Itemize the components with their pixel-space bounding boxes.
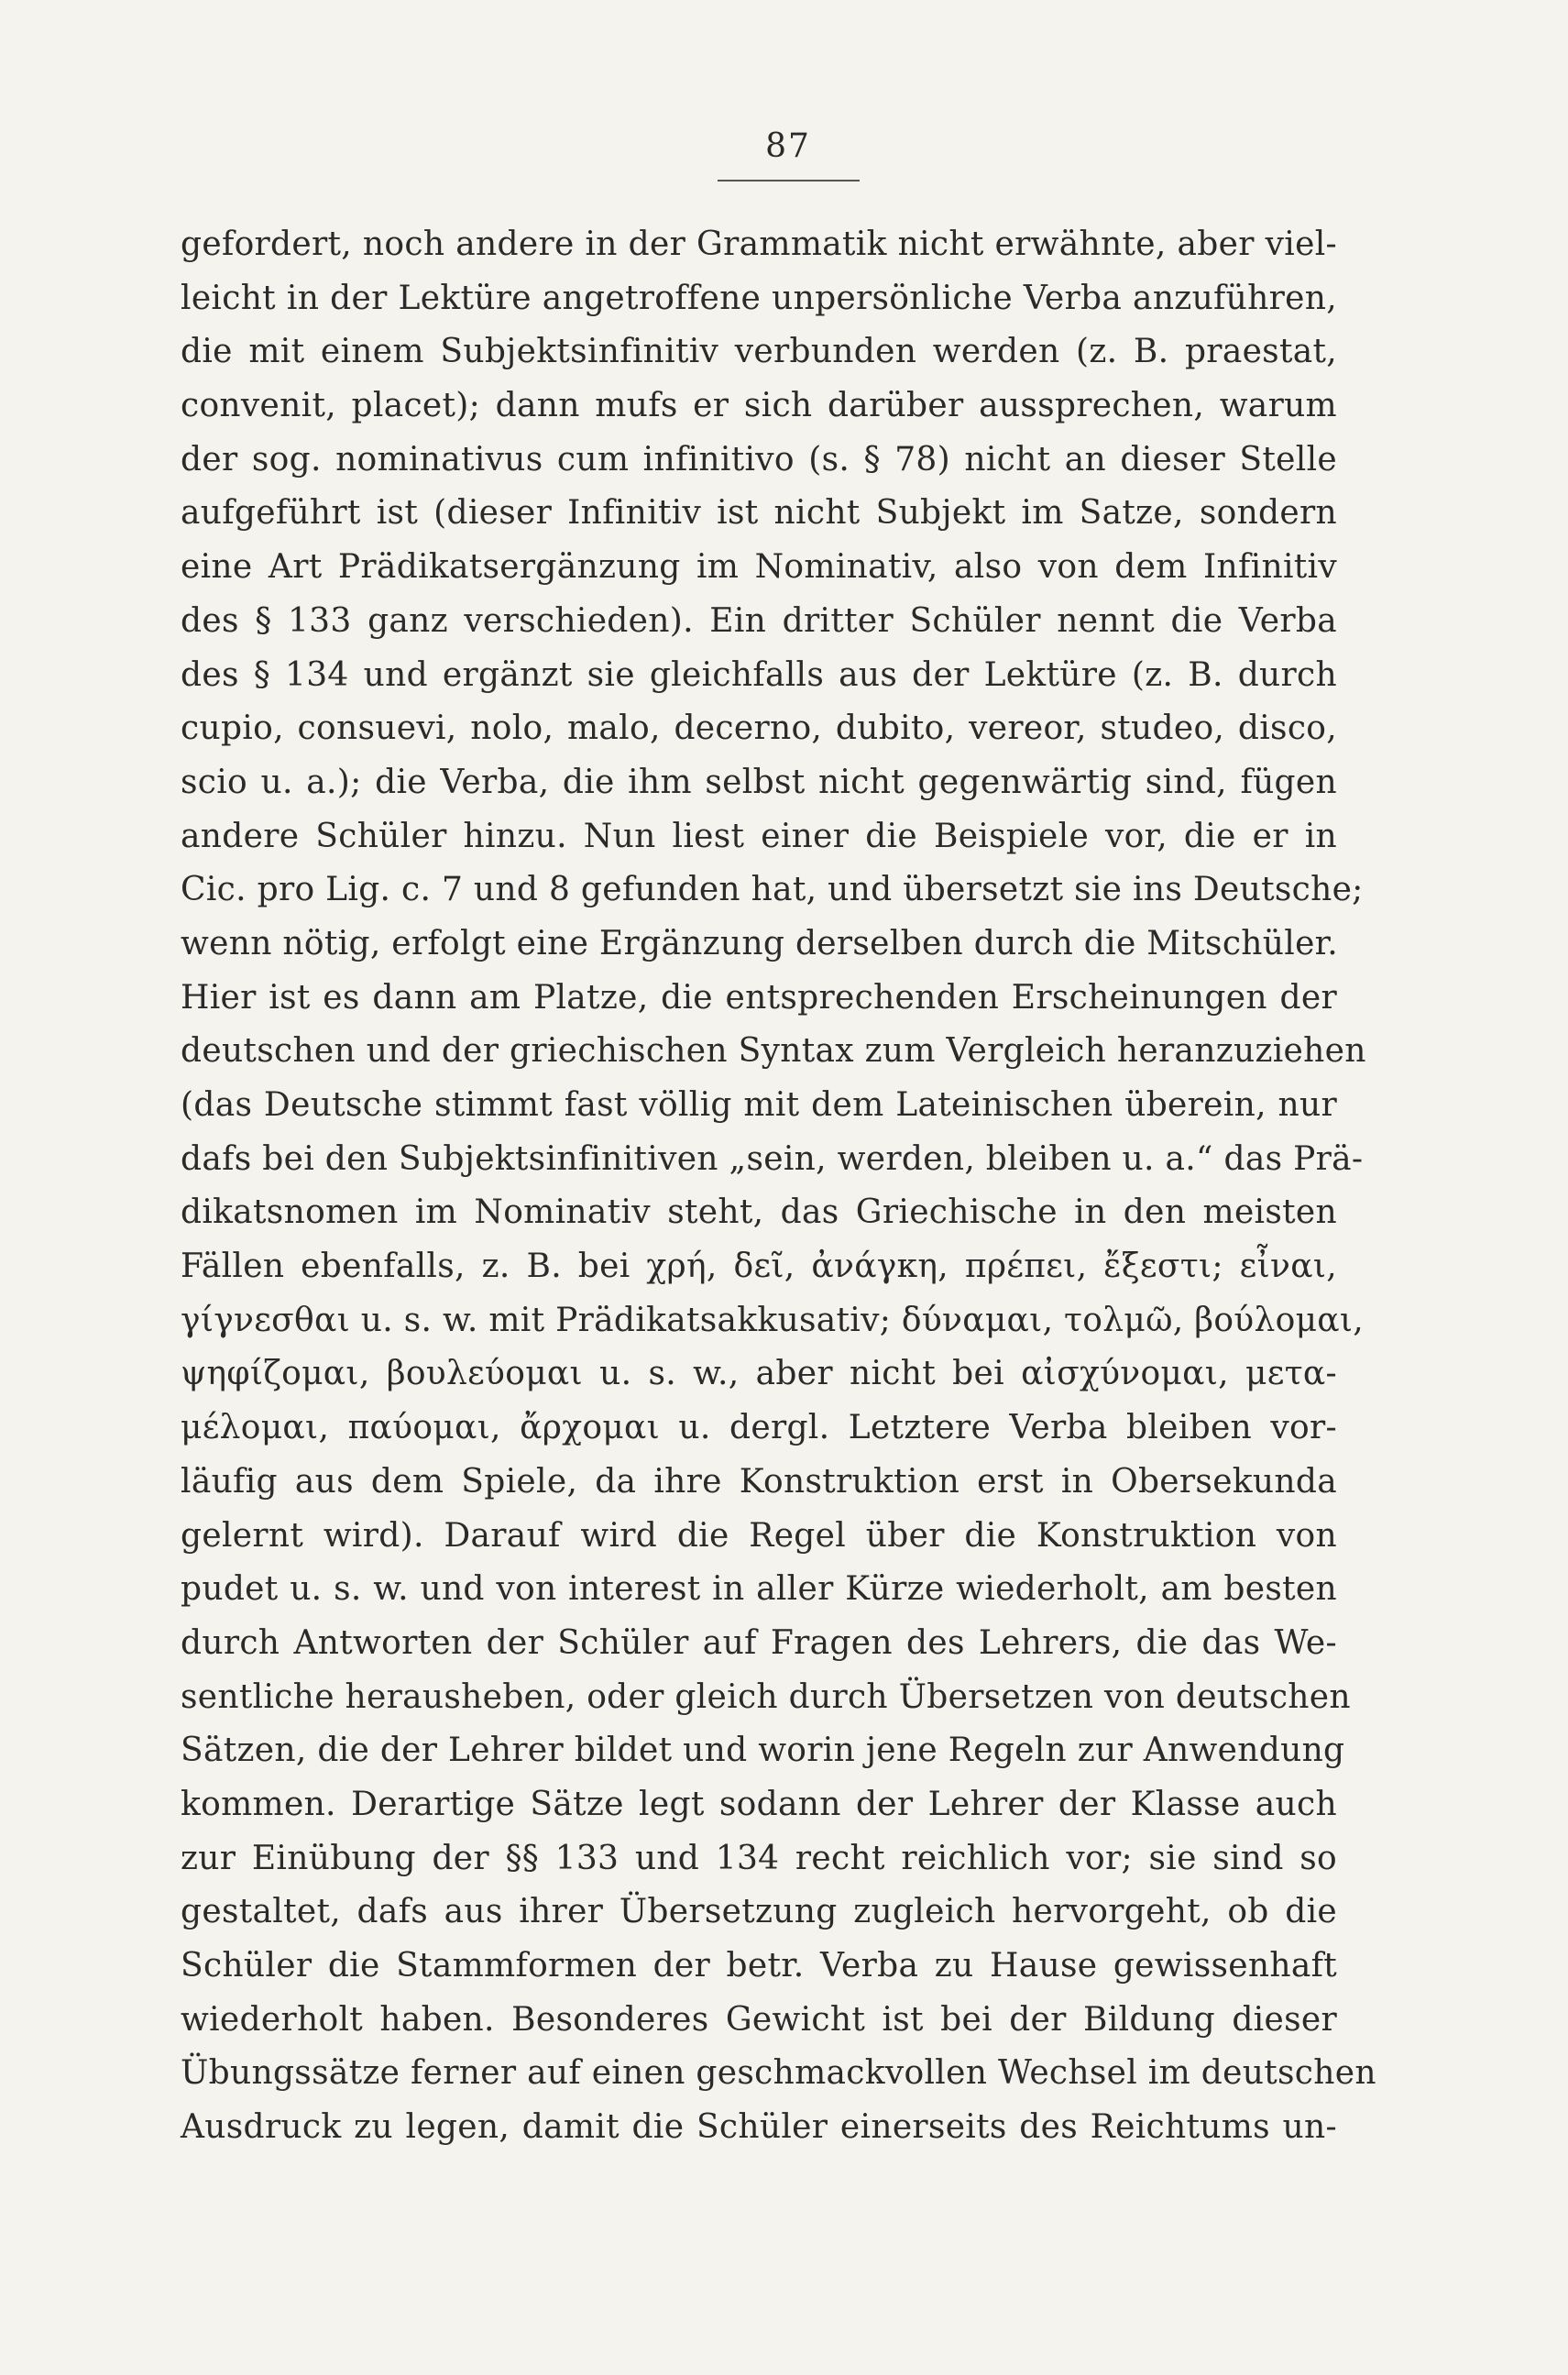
text-line: die mit einem Subjektsinfinitiv verbunden werden (z. B. praestat, — [181, 333, 1337, 371]
text-line: cupio, consuevi, nolo, malo, decerno, dubito, vereor, studeo, disco, — [181, 709, 1337, 748]
text-line: deutschen und der griechischen Syntax zum Vergleich heranzuziehen — [181, 1032, 1366, 1071]
text-line: γίγνεσθαι u. s. w. mit Prädikatsakkusativ; δύναμαι, τολμῶ, βούλομαι, — [181, 1301, 1365, 1339]
text-line: pudet u. s. w. und von interest in aller Kürze wiederholt, am besten — [181, 1570, 1337, 1609]
text-line: läufig aus dem Spiele, da ihre Konstruktion erst in Obersekunda — [181, 1462, 1337, 1501]
text-line: sentliche herausheben, oder gleich durch Übersetzen von deutschen — [181, 1677, 1351, 1716]
text-line: Schüler die Stammformen der betr. Verba zu Hause gewissenhaft — [181, 1947, 1337, 1985]
text-line: zur Einübung der §§ 133 und 134 recht reichlich vor; sie sind so — [181, 1839, 1337, 1877]
page-number: 87 — [765, 127, 811, 165]
text-line: scio u. a.); die Verba, die ihm selbst nicht gegenwärtig sind, fügen — [181, 763, 1337, 801]
text-line: (das Deutsche stimmt fast völlig mit dem Lateinischen überein, nur — [181, 1086, 1337, 1124]
text-line: Ausdruck zu legen, damit die Schüler einerseits des Reichtums un- — [181, 2108, 1337, 2147]
text-line: gefordert, noch andere in der Grammatik nicht erwähnte, aber viel- — [181, 225, 1337, 263]
text-line: des § 134 und ergänzt sie gleichfalls aus der Lektüre (z. B. durch — [181, 655, 1337, 694]
text-line: eine Art Prädikatsergänzung im Nominativ, also von dem Infinitiv — [181, 548, 1337, 587]
text-line: leicht in der Lektüre angetroffene unpersönliche Verba anzuführen, — [181, 279, 1337, 317]
text-line: andere Schüler hinzu. Nun liest einer die Beispiele vor, die er in — [181, 817, 1337, 855]
text-line: durch Antworten der Schüler auf Fragen des Lehrers, die das We- — [181, 1623, 1337, 1662]
body-text — [181, 218, 1376, 2155]
text-line: gestaltet, dafs aus ihrer Übersetzung zugleich hervorgeht, ob die — [181, 1893, 1337, 1931]
text-line: Übungssätze ferner auf einen geschmackvollen Wechsel im deutschen — [181, 2054, 1376, 2093]
text-line: convenit, placet); dann mufs er sich darüber aussprechen, warum — [181, 387, 1337, 425]
text-line: wenn nötig, erfolgt eine Ergänzung derselben durch die Mitschüler. — [181, 924, 1338, 962]
text-line: Hier ist es dann am Platze, die entsprechenden Erscheinungen der — [181, 978, 1337, 1017]
text-line: dikatsnomen im Nominativ steht, das Griechische in den meisten — [181, 1193, 1337, 1232]
text-line: μέλομαι, παύομαι, ἄρχομαι u. dergl. Letztere Verba bleiben vor- — [181, 1409, 1337, 1447]
text-line: Cic. pro Lig. c. 7 und 8 gefunden hat, und übersetzt sie ins Deutsche; — [181, 871, 1364, 909]
text-line: Fällen ebenfalls, z. B. bei χρή, δεῖ, ἀνάγκη, πρέπει, ἔξεστι; εἶναι, — [181, 1248, 1337, 1286]
text-line: des § 133 ganz verschieden). Ein dritter Schüler nennt die Verba — [181, 601, 1337, 640]
text-line: aufgeführt ist (dieser Infinitiv ist nicht Subjekt im Satze, sondern — [181, 494, 1337, 533]
text-line: kommen. Derartige Sätze legt sodann der Lehrer der Klasse auch — [181, 1785, 1337, 1823]
text-line: Sätzen, die der Lehrer bildet und worin jene Regeln zur Anwendung — [181, 1732, 1345, 1770]
text-line: der sog. nominativus cum infinitivo (s. § 78) nicht an dieser Stelle — [181, 440, 1337, 478]
page-header — [715, 128, 861, 181]
text-line: gelernt wird). Darauf wird die Regel über die Konstruktion von — [181, 1516, 1337, 1555]
text-line: ψηφίζομαι, βουλεύομαι u. s. w., aber nicht bei αἰσχύνομαι, μετα- — [181, 1355, 1337, 1393]
header-rule — [718, 180, 860, 181]
text-line: wiederholt haben. Besonderes Gewicht ist bei der Bildung dieser — [181, 2000, 1337, 2039]
text-line: dafs bei den Subjektsinfinitiven „sein, werden, bleiben u. a.“ das Prä- — [181, 1139, 1364, 1178]
